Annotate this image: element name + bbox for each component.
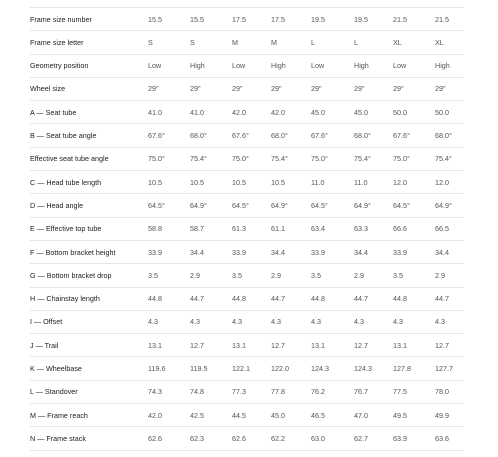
table-cell: 63.4 (311, 217, 354, 240)
table-cell: 29" (311, 77, 354, 100)
table-cell: 124.3 (311, 357, 354, 380)
table-cell: 68.0° (271, 124, 311, 147)
table-row (30, 357, 464, 380)
row-label: E — Effective top tube (30, 217, 148, 240)
table-cell: 67.6° (148, 124, 190, 147)
table-cell: 34.4 (271, 240, 311, 263)
table-cell: 68.0° (435, 124, 464, 147)
table-cell: 29" (232, 77, 271, 100)
table-cell: 12.7 (190, 334, 232, 357)
table-cell: 4.3 (232, 310, 271, 333)
table-cell: 66.5 (435, 217, 464, 240)
table-cell: 42.0 (271, 101, 311, 124)
row-label: C — Head tube length (30, 171, 148, 194)
table-cell: 63.9 (393, 427, 435, 450)
row-label: G — Bottom bracket drop (30, 264, 148, 287)
table-cell: 64.5° (232, 194, 271, 217)
table-cell: 4.3 (354, 310, 393, 333)
table-row (30, 264, 464, 287)
table-cell: 33.9 (393, 240, 435, 263)
table-cell: 44.7 (271, 287, 311, 310)
table-cell: 75.4° (190, 147, 232, 170)
table-cell: 3.5 (148, 264, 190, 287)
table-cell: 122.1 (232, 357, 271, 380)
table-cell: 29" (148, 77, 190, 100)
table-cell: 12.7 (354, 334, 393, 357)
table-cell: 33.9 (148, 240, 190, 263)
table-cell: High (354, 54, 393, 77)
table-cell: 78.0 (435, 380, 464, 403)
table-cell: 2.9 (271, 264, 311, 287)
table-cell: High (271, 54, 311, 77)
table-cell: 62.2 (271, 427, 311, 450)
row-label: F — Bottom bracket height (30, 240, 148, 263)
table-cell: 10.5 (148, 171, 190, 194)
table-cell: 47.0 (354, 404, 393, 427)
table-cell: 34.4 (190, 240, 232, 263)
table-cell: 2.9 (354, 264, 393, 287)
table-cell: 63.3 (354, 217, 393, 240)
table-cell: L (311, 31, 354, 54)
table-cell: Low (232, 54, 271, 77)
table-cell: 74.3 (148, 380, 190, 403)
table-cell: 42.0 (232, 101, 271, 124)
table-cell: XL (435, 31, 464, 54)
table-row (30, 147, 464, 170)
table-cell: 68.0° (354, 124, 393, 147)
row-label: A — Seat tube (30, 101, 148, 124)
table-cell: Low (311, 54, 354, 77)
table-cell: S (190, 31, 232, 54)
table-cell: 49.9 (435, 404, 464, 427)
table-cell: 77.3 (232, 380, 271, 403)
table-cell: 119.6 (148, 357, 190, 380)
table-cell: 12.7 (435, 334, 464, 357)
table-row (30, 171, 464, 194)
table-cell: 10.5 (271, 171, 311, 194)
geometry-table-body (30, 8, 464, 451)
table-cell: 77.8 (271, 380, 311, 403)
table-cell: 67.6° (393, 124, 435, 147)
table-cell: 127.7 (435, 357, 464, 380)
table-cell: 62.3 (190, 427, 232, 450)
table-row (30, 217, 464, 240)
row-label: I — Offset (30, 310, 148, 333)
row-label: J — Trail (30, 334, 148, 357)
table-cell: 64.5° (311, 194, 354, 217)
table-cell: 62.6 (148, 427, 190, 450)
table-cell: 75.0° (393, 147, 435, 170)
table-cell: High (190, 54, 232, 77)
table-cell: 13.1 (393, 334, 435, 357)
table-cell: 2.9 (190, 264, 232, 287)
table-cell: 76.7 (354, 380, 393, 403)
table-cell: 45.0 (271, 404, 311, 427)
table-row (30, 124, 464, 147)
table-cell: 75.4° (354, 147, 393, 170)
table-cell: 3.5 (393, 264, 435, 287)
table-cell: 17.5 (232, 8, 271, 31)
table-cell: 4.3 (311, 310, 354, 333)
table-cell: 44.7 (435, 287, 464, 310)
table-cell: 10.5 (190, 171, 232, 194)
table-row (30, 310, 464, 333)
table-cell: 13.1 (311, 334, 354, 357)
table-cell: 44.8 (311, 287, 354, 310)
row-label: Geometry position (30, 54, 148, 77)
table-cell: 29" (393, 77, 435, 100)
table-cell: 44.8 (148, 287, 190, 310)
table-cell: 67.6° (232, 124, 271, 147)
table-cell: 3.5 (311, 264, 354, 287)
table-cell: 21.5 (435, 8, 464, 31)
table-cell: 4.3 (148, 310, 190, 333)
table-cell: 61.3 (232, 217, 271, 240)
table-cell: 62.7 (354, 427, 393, 450)
table-cell: 127.8 (393, 357, 435, 380)
table-cell: 44.5 (232, 404, 271, 427)
table-cell: 49.5 (393, 404, 435, 427)
table-row (30, 8, 464, 31)
table-cell: L (354, 31, 393, 54)
table-cell: Low (148, 54, 190, 77)
table-cell: 4.3 (435, 310, 464, 333)
table-cell: 45.0 (311, 101, 354, 124)
table-row (30, 31, 464, 54)
table-cell: 64.9° (354, 194, 393, 217)
table-cell: 46.5 (311, 404, 354, 427)
table-cell: 124.3 (354, 357, 393, 380)
table-cell: 41.0 (190, 101, 232, 124)
table-cell: 33.9 (311, 240, 354, 263)
table-cell: 44.8 (393, 287, 435, 310)
table-cell: 3.5 (232, 264, 271, 287)
table-row (30, 380, 464, 403)
table-cell: 34.4 (354, 240, 393, 263)
table-cell: 44.8 (232, 287, 271, 310)
table-cell: 4.3 (190, 310, 232, 333)
table-cell: 4.3 (393, 310, 435, 333)
table-cell: 61.1 (271, 217, 311, 240)
table-cell: 29" (271, 77, 311, 100)
table-cell: 76.2 (311, 380, 354, 403)
row-label: N — Frame stack (30, 427, 148, 450)
table-cell: 2.9 (435, 264, 464, 287)
row-label: K — Wheelbase (30, 357, 148, 380)
table-cell: 19.5 (354, 8, 393, 31)
row-label: Frame size number (30, 8, 148, 31)
row-label: Effective seat tube angle (30, 147, 148, 170)
table-cell: 75.0° (148, 147, 190, 170)
row-label: L — Standover (30, 380, 148, 403)
table-cell: 33.9 (232, 240, 271, 263)
table-cell: 34.4 (435, 240, 464, 263)
table-cell: S (148, 31, 190, 54)
table-row (30, 101, 464, 124)
table-cell: High (435, 54, 464, 77)
table-cell: 12.0 (393, 171, 435, 194)
table-cell: 42.5 (190, 404, 232, 427)
table-cell: 11.0 (311, 171, 354, 194)
table-cell: 68.0° (190, 124, 232, 147)
table-cell: 77.5 (393, 380, 435, 403)
table-cell: 50.0 (393, 101, 435, 124)
table-cell: 63.6 (435, 427, 464, 450)
table-row (30, 404, 464, 427)
table-cell: 45.0 (354, 101, 393, 124)
row-label: Wheel size (30, 77, 148, 100)
table-cell: 64.9° (271, 194, 311, 217)
table-cell: 29" (190, 77, 232, 100)
table-cell: 64.9° (190, 194, 232, 217)
table-row (30, 77, 464, 100)
table-cell: 44.7 (190, 287, 232, 310)
table-cell: 41.0 (148, 101, 190, 124)
table-cell: 58.8 (148, 217, 190, 240)
table-cell: 63.0 (311, 427, 354, 450)
table-row (30, 427, 464, 450)
table-cell: 74.8 (190, 380, 232, 403)
table-cell: 64.5° (148, 194, 190, 217)
table-cell: 66.6 (393, 217, 435, 240)
table-cell: 13.1 (148, 334, 190, 357)
table-cell: 29" (354, 77, 393, 100)
row-label: D — Head angle (30, 194, 148, 217)
table-cell: 119.5 (190, 357, 232, 380)
table-cell: 19.5 (311, 8, 354, 31)
table-cell: Low (393, 54, 435, 77)
table-cell: 29" (435, 77, 464, 100)
table-cell: 13.1 (232, 334, 271, 357)
table-cell: 4.3 (271, 310, 311, 333)
table-cell: 15.5 (190, 8, 232, 31)
table-cell: 62.6 (232, 427, 271, 450)
table-cell: 64.9° (435, 194, 464, 217)
table-cell: 17.5 (271, 8, 311, 31)
table-cell: 12.0 (435, 171, 464, 194)
geometry-table (30, 7, 464, 451)
table-row (30, 334, 464, 357)
table-cell: 75.0° (232, 147, 271, 170)
table-cell: 64.5° (393, 194, 435, 217)
table-cell: 58.7 (190, 217, 232, 240)
table-cell: 15.5 (148, 8, 190, 31)
table-row (30, 54, 464, 77)
table-cell: M (271, 31, 311, 54)
table-cell: 75.0° (311, 147, 354, 170)
table-cell: 50.0 (435, 101, 464, 124)
table-row (30, 194, 464, 217)
table-cell: M (232, 31, 271, 54)
table-row (30, 240, 464, 263)
table-cell: 12.7 (271, 334, 311, 357)
row-label: M — Frame reach (30, 404, 148, 427)
row-label: B — Seat tube angle (30, 124, 148, 147)
table-cell: 11.0 (354, 171, 393, 194)
table-cell: XL (393, 31, 435, 54)
table-cell: 67.6° (311, 124, 354, 147)
row-label: Frame size letter (30, 31, 148, 54)
table-cell: 42.0 (148, 404, 190, 427)
table-cell: 10.5 (232, 171, 271, 194)
table-cell: 75.4° (271, 147, 311, 170)
table-cell: 44.7 (354, 287, 393, 310)
table-row (30, 287, 464, 310)
table-cell: 21.5 (393, 8, 435, 31)
table-cell: 75.4° (435, 147, 464, 170)
row-label: H — Chainstay length (30, 287, 148, 310)
table-cell: 122.0 (271, 357, 311, 380)
